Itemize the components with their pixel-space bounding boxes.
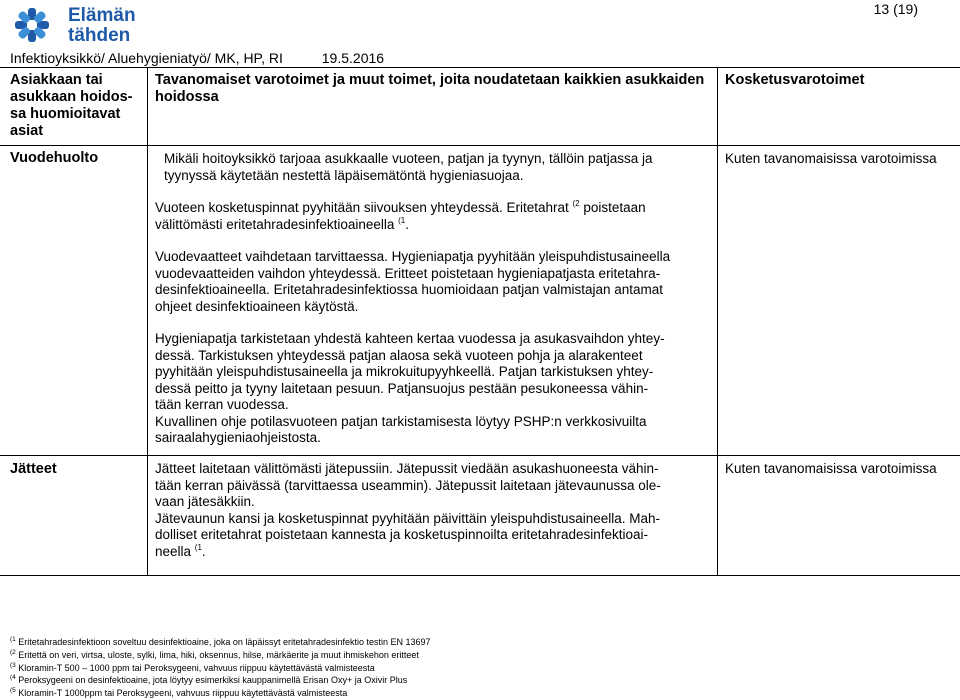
footnote: $^{(2}$ Eritettä on veri, virtsa, uloste, sylki, lima, hiki, oksennus, hilse, märkäerite ja muut ihmiskehon eritteet xyxy=(10,648,419,660)
bed-care-contact-precautions: Kuten tavanomaisissa varotoimissa xyxy=(725,151,937,166)
bed-care-paragraph-2: Vuoteen kosketuspinnat pyyhitään siivouksen yhteydessä. Eritetahrat $^{(2}$ poistetaan välittömästi eritetahradesinfektioaineella $^{(1}$. xyxy=(155,199,646,232)
header-bottom-border xyxy=(0,145,960,146)
bed-care-paragraph-4: Hygieniapatja tarkistetaan yhdestä kahteen kertaa vuodessa ja asukasvaihdon yhtey- dessä. Tarkistuksen yhteydessä patjan alaosa sekä vuoteen pohja ja alarakenteet pyyhitään yleispuhdistusaineella ja mikrokuitupyyhkeellä. Patjan tarkistuksen yhtey- dessä peitto ja tyyny laitetaan pesuun. Patjansuojus pestään pesukoneessa vähin- tään kerran vuodessa. Kuvallinen ohje potilasvuoteen patjan tarkistamisesta löytyy PSHP:n verkkosivuilta sairaalahygieniaohjeistosta. xyxy=(155,331,665,445)
footnotes xyxy=(10,636,431,700)
footnote: $^{(4}$ Peroksygeeni on desinfektioaine, jota löytyy esimerkiksi kauppanimellä Erisan Oxy+ ja Oxivir Plus xyxy=(10,674,408,686)
table-bottom-border xyxy=(0,575,960,576)
waste-paragraph: Jätteet laitetaan välittömästi jätepussiin. Jätepussit viedään asukashuoneesta vähin- tään kerran päivässä (tarvittaessa useammin). Jätepussit laitetaan jätevaunussa ole- vaan jätesäkkiin. Jätevaunun kansi ja kosketuspinnat pyyhitään päivittäin yleispuhdistusaineella. Mah- dolliset eritetahrat poistetaan kannesta ja kosketuspinnoilta eritetahradesinfektioai- neella $^{(1}$. xyxy=(155,461,661,559)
footnote: $^{(3}$ Kloramin-T 500 – 1000 ppm tai Peroksygeeni, vahvuus riippuu käytettävästä valmisteesta xyxy=(10,661,375,673)
header-col-standard-precautions: Tavanomaiset varotoimet ja muut toimet, joita noudatetaan kaikkien asukkaiden hoidossa xyxy=(155,72,705,105)
table-top-border xyxy=(0,67,960,68)
row-label-bed-care: Vuodehuolto xyxy=(10,150,99,166)
column-divider-2 xyxy=(717,67,718,575)
column-divider-1 xyxy=(147,67,148,575)
document-meta: Infektioyksikkö/ Aluehygieniatyö/ MK, HP, RI 19.5.2016 xyxy=(10,50,385,66)
page-number: 13 (19) xyxy=(873,1,918,17)
row-label-waste: Jätteet xyxy=(10,461,57,477)
bed-care-paragraph-1: Mikäli hoitoyksikkö tarjoaa asukkaalle vuoteen, patjan ja tyynyn, tällöin patjassa ja tyynyssä käytetään nestettä läpäisemätöntä hygieniasuojaa. xyxy=(164,151,653,183)
header-col-considerations: Asiakkaan tai asukkaan hoidos- sa huomioitavat asiat xyxy=(10,72,133,139)
footnote: $^{(1}$ Eritetahradesinfektioon soveltuu desinfektioaine, joka on läpäissyt eritetahradesinfektio testin EN 13697 xyxy=(10,636,431,647)
logo-wordmark: Elämän tähden xyxy=(68,5,136,46)
header-col-contact-precautions: Kosketusvarotoimet xyxy=(725,72,865,88)
footnote: $^{(5}$ Kloramin-T 1000ppm tai Peroksygeeni, vahvuus riippuu käytettävästä valmisteesta xyxy=(10,687,348,699)
bed-care-paragraph-3: Vuodevaatteet vaihdetaan tarvittaessa. Hygieniapatja pyyhitään yleispuhdistusaineella vuodevaatteiden vaihdon yhteydessä. Eritteet poistetaan hygieniapatjasta eritetahra- desinfektioaineella. Eritetahradesinfektiossa huomioidaan patjan valmistajan antamat ohjeet desinfektioaineen käytöstä. xyxy=(155,249,671,314)
waste-contact-precautions: Kuten tavanomaisissa varotoimissa xyxy=(725,461,937,476)
row-divider xyxy=(0,455,960,456)
